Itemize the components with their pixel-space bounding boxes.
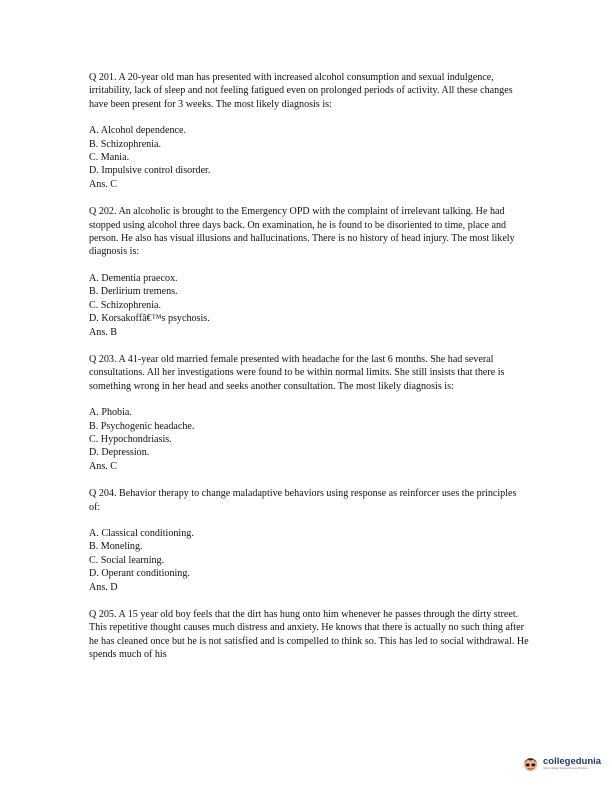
option-b: B. Schizophrenia. [89, 138, 162, 150]
question-201: Q 201. A 20-year old man has presented with increased alcohol consumption and sexual indulgence, irritability, lack of sleep and not feeling fatigued even on prolonged periods of activity. All these changes have been present for 3 weeks. The most likely diagnosis is: [89, 72, 513, 110]
option-c: C. Social learning. [89, 554, 165, 566]
answer-201: Ans. C [89, 178, 118, 190]
answer-203: Ans. C [89, 460, 118, 472]
option-c: C. Schizophrenia. [89, 299, 162, 311]
options-202 [89, 272, 529, 339]
option-d: D. Depression. [89, 447, 150, 459]
option-d: D. Impulsive control disorder. [89, 165, 211, 177]
logo-text [543, 757, 601, 771]
option-b: B. Psychogenic headache. [89, 420, 195, 432]
option-c: C. Mania. [89, 152, 130, 164]
question-204: Q 204. Behavior therapy to change maladaptive behaviors using response as reinforcer uses the principles of: [89, 488, 517, 513]
question-203: Q 203. A 41-year old married female presented with headache for the last 6 months. She had several consultations. All her investigations were found to be within normal limits. She still insists that there is something wrong in her head and seeks another consultation. The most likely diagnosis is: [89, 353, 505, 392]
document-page [89, 71, 529, 675]
question-205: Q 205. A 15 year old boy feels that the dirt has hung onto him whenever he passes through the dirty street. This repetitive thought causes much distress and anxiety. He knows that there is actually no such thing after he has cleaned once but he is not satisfied and is compelled to think so. This has led to social withdrawal. He spends much of his [89, 609, 529, 661]
options-203 [89, 406, 529, 473]
question-202: Q 202. An alcoholic is brought to the Emergency OPD with the complaint of irrelevant talking. He had stopped using alcohol three days back. On examination, he is found to be disoriented to time, place and person. He also has visual illusions and hallucinations. There is no history of head injury. The most likely diagnosis is: [89, 206, 515, 258]
collegedunia-logo-icon [521, 754, 540, 773]
option-d: D. Korsakoffâ€™s psychosis. [89, 313, 210, 325]
logo-name: collegedunia [543, 755, 602, 767]
option-b: B. Moneling. [89, 541, 143, 553]
answer-204: Ans. D [89, 581, 118, 593]
option-a: A. Phobia. [89, 407, 132, 419]
options-204 [89, 527, 529, 594]
option-c: C. Hypochondriasis. [89, 433, 172, 445]
answer-202: Ans. B [89, 326, 118, 338]
options-201 [89, 124, 529, 191]
option-a: A. Dementia praecox. [89, 272, 178, 284]
option-d: D. Operant conditioning. [89, 568, 190, 580]
option-a: A. Alcohol dependence. [89, 125, 186, 137]
option-b: B. Derlirium tremens. [89, 286, 178, 298]
collegedunia-logo [521, 754, 601, 773]
logo-tagline: India's largest Student Review Platform [543, 766, 589, 770]
option-a: A. Classical conditioning. [89, 527, 194, 539]
